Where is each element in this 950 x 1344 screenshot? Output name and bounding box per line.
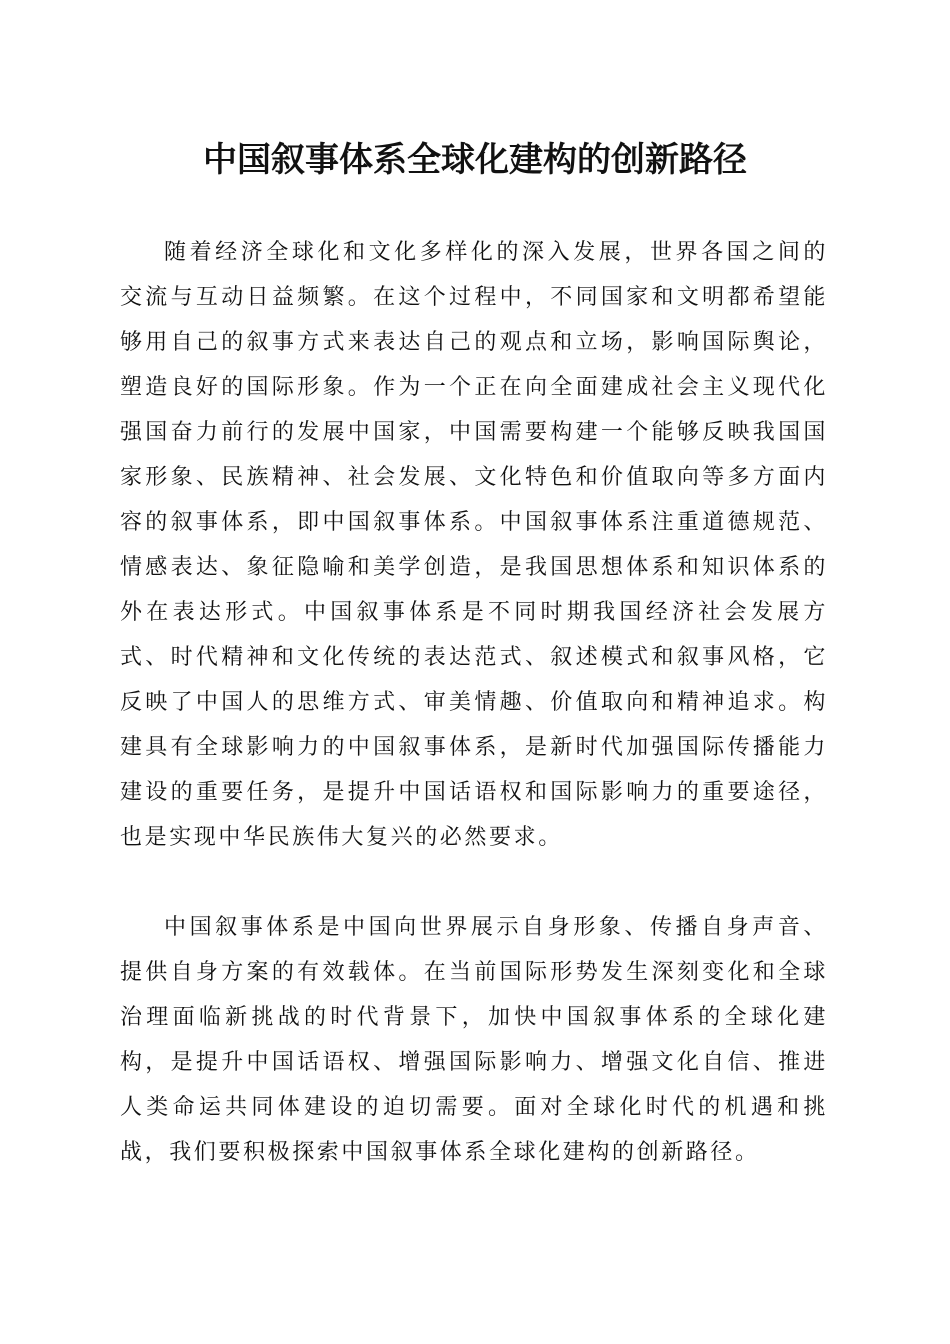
paragraph-2: 中国叙事体系是中国向世界展示自身形象、传播自身声音、提供自身方案的有效载体。在当前国际形势发生深刻变化和全球治理面临新挑战的时代背景下，加快中国叙事体系的全球化建构，是提升中国话语权、增强国际影响力、增强文化自信、推进人类命运共同体建设的迫切需要。面对全球化时代的机遇和挑战，我们要积极探索中国叙事体系全球化建构的创新路径。	[120, 915, 828, 1165]
paragraph-1: 随着经济全球化和文化多样化的深入发展，世界各国之间的交流与互动日益频繁。在这个过程中，不同国家和文明都希望能够用自己的叙事方式来表达自己的观点和立场，影响国际舆论，塑造良好的国际形象。作为一个正在向全面建成社会主义现代化强国奋力前行的发展中国家，中国需要构建一个能够反映我国国家形象、民族精神、社会发展、文化特色和价值取向等多方面内容的叙事体系，即中国叙事体系。中国叙事体系注重道德规范、情感表达、象征隐喻和美学创造，是我国思想体系和知识体系的外在表达形式。中国叙事体系是不同时期我国经济社会发展方式、时代精神和文化传统的表达范式、叙述模式和叙事风格，它反映了中国人的思维方式、审美情趣、价值取向和精神追求。构建具有全球影响力的中国叙事体系，是新时代加强国际传播能力建设的重要任务，是提升中国话语权和国际影响力的重要途径，也是实现中华民族伟大复兴的必然要求。	[120, 240, 828, 850]
document-title: 中国叙事体系全球化建构的创新路径	[203, 140, 747, 180]
